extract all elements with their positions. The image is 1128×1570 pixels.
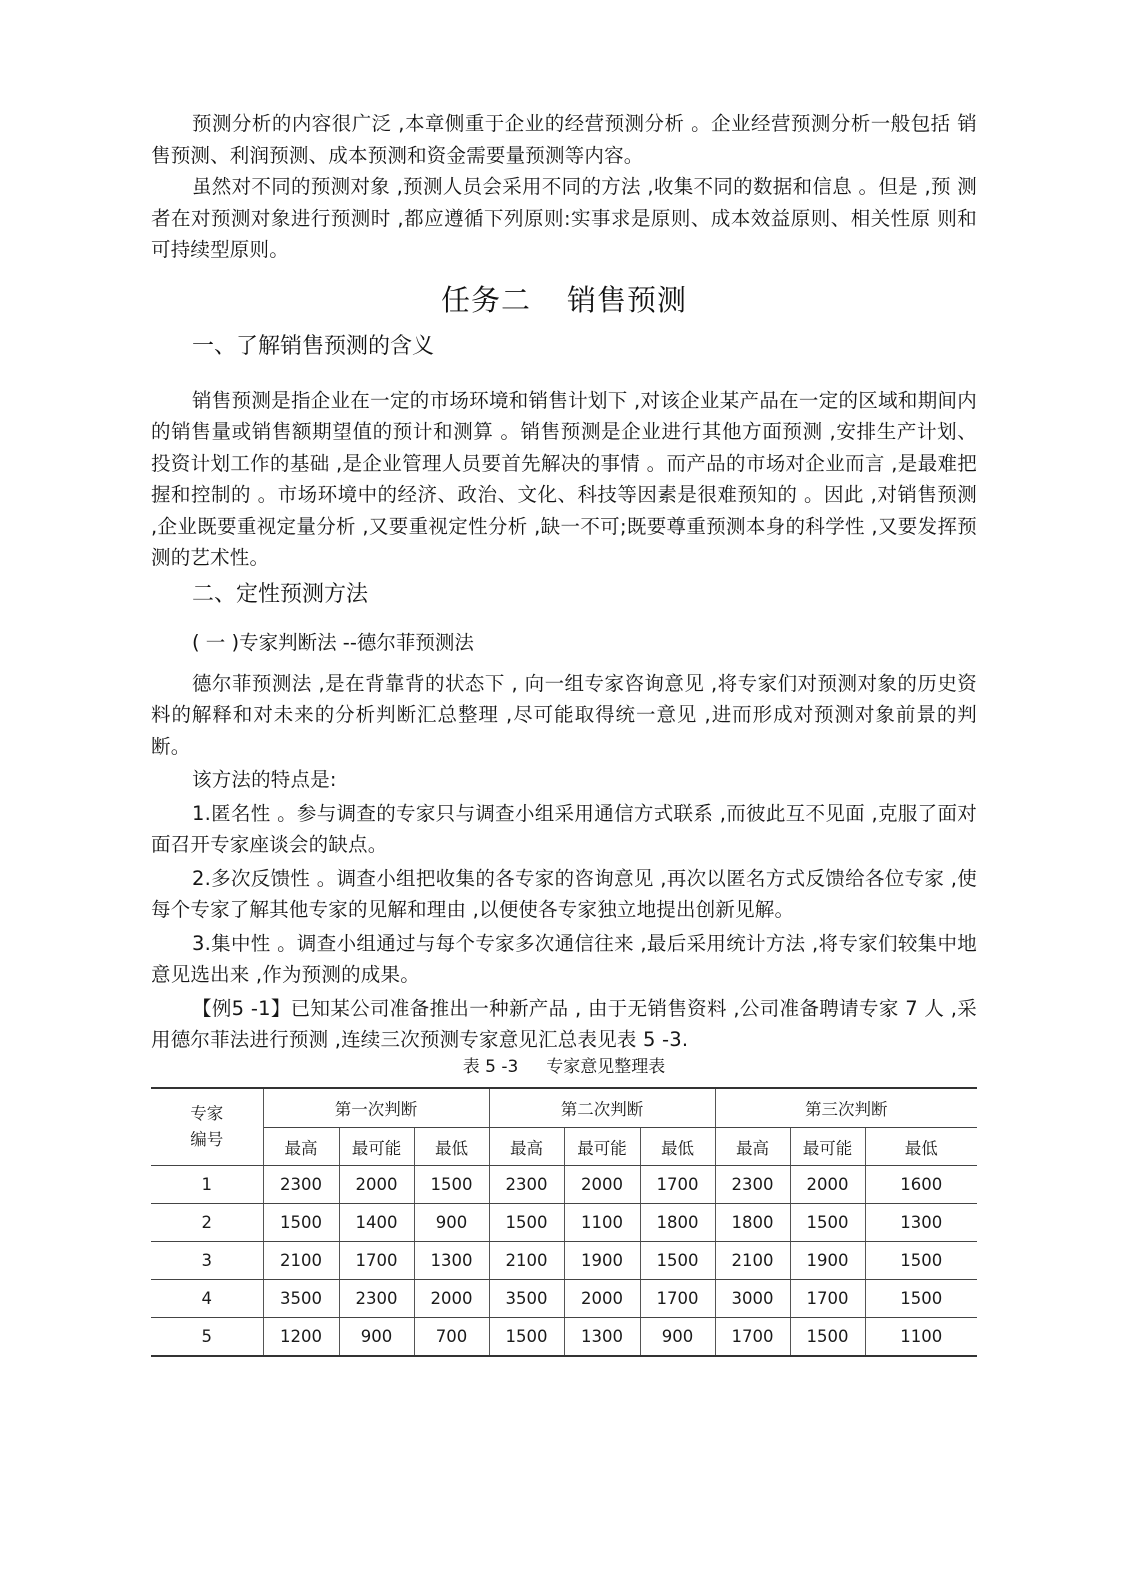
- round-3-most-likely-cell: 1900: [790, 1242, 865, 1280]
- round-1-highest-header: 最高: [263, 1128, 339, 1166]
- round-1-header: 第一次判断: [263, 1088, 489, 1128]
- round-1-lowest-cell: 2000: [414, 1280, 489, 1318]
- document-page: [151, 108, 977, 1078]
- round-3-lowest-cell: 1500: [865, 1280, 977, 1318]
- expert-id-cell: 2: [151, 1204, 263, 1242]
- feature-3: 3.集中性 。调查小组通过与每个专家多次通信往来 ,最后采用统计方法 ,将专家们较集中地意见选出来 ,作为预测的成果。: [151, 931, 977, 986]
- round-3-highest-cell: 3000: [715, 1280, 790, 1318]
- feature-1: 1.匿名性 。参与调查的专家只与调查小组采用通信方式联系 ,而彼此互不见面 ,克服了面对面召开专家座谈会的缺点。: [151, 801, 977, 856]
- round-2-highest-cell: 1500: [489, 1204, 564, 1242]
- round-1-lowest-header: 最低: [414, 1128, 489, 1166]
- round-2-most-likely-cell: 2000: [564, 1166, 640, 1204]
- feature-2: 2.多次反馈性 。调查小组把收集的各专家的咨询意见 ,再次以匿名方式反馈给各位专家 ,使每个专家了解其他专家的见解和理由 ,以便使各专家独立地提出创新见解。: [151, 866, 977, 921]
- round-3-highest-header: 最高: [715, 1128, 790, 1166]
- round-2-highest-cell: 2300: [489, 1166, 564, 1204]
- expert-id-header-line2: 编号: [190, 1130, 224, 1149]
- round-2-lowest-cell: 1700: [640, 1166, 715, 1204]
- table-caption-number: 表 5 -3: [462, 1056, 519, 1077]
- section-2-heading: 二、定性预测方法: [192, 581, 369, 607]
- round-3-most-likely-cell: 1500: [790, 1204, 865, 1242]
- round-3-most-likely-cell: 1700: [790, 1280, 865, 1318]
- table-header-row-estimates: [151, 1128, 977, 1166]
- round-3-lowest-cell: 1300: [865, 1204, 977, 1242]
- round-2-highest-cell: 2100: [489, 1242, 564, 1280]
- expert-id-cell: 1: [151, 1166, 263, 1204]
- task-title: [151, 280, 977, 320]
- round-1-most-likely-cell: 1400: [339, 1204, 414, 1242]
- round-1-highest-cell: 1200: [263, 1318, 339, 1357]
- intro-paragraph-1: 预测分析的内容很广泛 ,本章侧重于企业的经营预测分析 。企业经营预测分析一般包括 销售预测、利润预测、成本预测和资金需要量预测等内容。: [151, 112, 977, 167]
- table-row: [151, 1280, 977, 1318]
- round-2-most-likely-cell: 1100: [564, 1204, 640, 1242]
- intro-paragraph-2: 虽然对不同的预测对象 ,预测人员会采用不同的方法 ,收集不同的数据和信息 。但是 ,预 测者在对预测对象进行预测时 ,都应遵循下列原则:实事求是原则、成本效益原则、相关性原 则和可持续型原则。: [151, 175, 977, 261]
- delphi-paragraph: 德尔菲预测法 ,是在背靠背的状态下 , 向一组专家咨询意见 ,将专家们对预测对象的历史资料的解释和对未来的分析判断汇总整理 ,尽可能取得统一意见 ,进而形成对预测对象前景的判断。: [151, 671, 977, 758]
- round-1-most-likely-cell: 2000: [339, 1166, 414, 1204]
- round-3-highest-cell: 1800: [715, 1204, 790, 1242]
- table-row: [151, 1242, 977, 1280]
- round-2-lowest-cell: 1800: [640, 1204, 715, 1242]
- round-1-highest-cell: 3500: [263, 1280, 339, 1318]
- section-2-subheading: ( 一 )专家判断法 --德尔菲预测法: [192, 630, 474, 654]
- table-row: [151, 1318, 977, 1357]
- round-3-lowest-cell: 1100: [865, 1318, 977, 1357]
- round-3-most-likely-header: 最可能: [790, 1128, 865, 1166]
- table-caption-title: 专家意见整理表: [546, 1056, 666, 1077]
- round-1-highest-cell: 2100: [263, 1242, 339, 1280]
- round-2-lowest-cell: 1500: [640, 1242, 715, 1280]
- table-row: [151, 1166, 977, 1204]
- round-3-header: 第三次判断: [715, 1088, 977, 1128]
- expert-id-cell: 5: [151, 1318, 263, 1357]
- round-3-most-likely-cell: 1500: [790, 1318, 865, 1357]
- section-1-heading: 一、了解销售预测的含义: [192, 333, 435, 359]
- expert-id-header-line1: 专家: [190, 1104, 224, 1123]
- round-2-highest-header: 最高: [489, 1128, 564, 1166]
- round-3-highest-cell: 2300: [715, 1166, 790, 1204]
- round-1-lowest-cell: 900: [414, 1204, 489, 1242]
- round-1-lowest-cell: 1500: [414, 1166, 489, 1204]
- features-intro: 该方法的特点是:: [192, 768, 337, 791]
- round-2-header: 第二次判断: [489, 1088, 715, 1128]
- round-2-most-likely-cell: 1900: [564, 1242, 640, 1280]
- round-2-most-likely-cell: 1300: [564, 1318, 640, 1357]
- round-1-most-likely-cell: 900: [339, 1318, 414, 1357]
- round-1-highest-cell: 1500: [263, 1204, 339, 1242]
- round-1-highest-cell: 2300: [263, 1166, 339, 1204]
- round-2-most-likely-cell: 2000: [564, 1280, 640, 1318]
- round-2-most-likely-header: 最可能: [564, 1128, 640, 1166]
- round-1-most-likely-cell: 2300: [339, 1280, 414, 1318]
- round-3-highest-cell: 2100: [715, 1242, 790, 1280]
- round-1-most-likely-cell: 1700: [339, 1242, 414, 1280]
- expert-id-cell: 3: [151, 1242, 263, 1280]
- round-3-lowest-cell: 1600: [865, 1166, 977, 1204]
- task-title-topic: 销售预测: [567, 282, 688, 317]
- expert-id-cell: 4: [151, 1280, 263, 1318]
- round-1-lowest-cell: 700: [414, 1318, 489, 1357]
- round-3-most-likely-cell: 2000: [790, 1166, 865, 1204]
- round-3-highest-cell: 1700: [715, 1318, 790, 1357]
- round-1-lowest-cell: 1300: [414, 1242, 489, 1280]
- round-2-highest-cell: 3500: [489, 1280, 564, 1318]
- table-body: [151, 1166, 977, 1357]
- round-1-most-likely-header: 最可能: [339, 1128, 414, 1166]
- expert-opinion-table: [151, 1087, 977, 1357]
- round-3-lowest-header: 最低: [865, 1128, 977, 1166]
- table-caption: [151, 1056, 977, 1078]
- round-3-lowest-cell: 1500: [865, 1242, 977, 1280]
- round-2-highest-cell: 1500: [489, 1318, 564, 1357]
- section-1-paragraph: 销售预测是指企业在一定的市场环境和销售计划下 ,对该企业某产品在一定的区域和期间内的销售量或销售额期望值的预计和测算 。销售预测是企业进行其他方面预测 ,安排生产计划、投资计划工作的基础 ,是企业管理人员要首先解决的事情 。而产品的市场对企业而言 ,是最难把握和控制的 。市场环境中的经济、政治、文化、科技等因素是很难预知的 。因此 ,对销售预测 ,企业既要重视定量分析 ,又要重视定性分析 ,缺一不可;既要尊重预测本身的科学性 ,又要发挥预测的艺术性。: [151, 388, 977, 569]
- expert-id-header: [151, 1088, 263, 1166]
- table-header-row-rounds: [151, 1088, 977, 1128]
- round-2-lowest-cell: 1700: [640, 1280, 715, 1318]
- round-2-lowest-header: 最低: [640, 1128, 715, 1166]
- round-2-lowest-cell: 900: [640, 1318, 715, 1357]
- example-5-1: 【例5 -1】已知某公司准备推出一种新产品 , 由于无销售资料 ,公司准备聘请专家 7 人 ,采用德尔菲法进行预测 ,连续三次预测专家意见汇总表见表 5 -3.: [151, 996, 977, 1051]
- task-title-number: 任务二: [440, 282, 531, 317]
- table-row: [151, 1204, 977, 1242]
